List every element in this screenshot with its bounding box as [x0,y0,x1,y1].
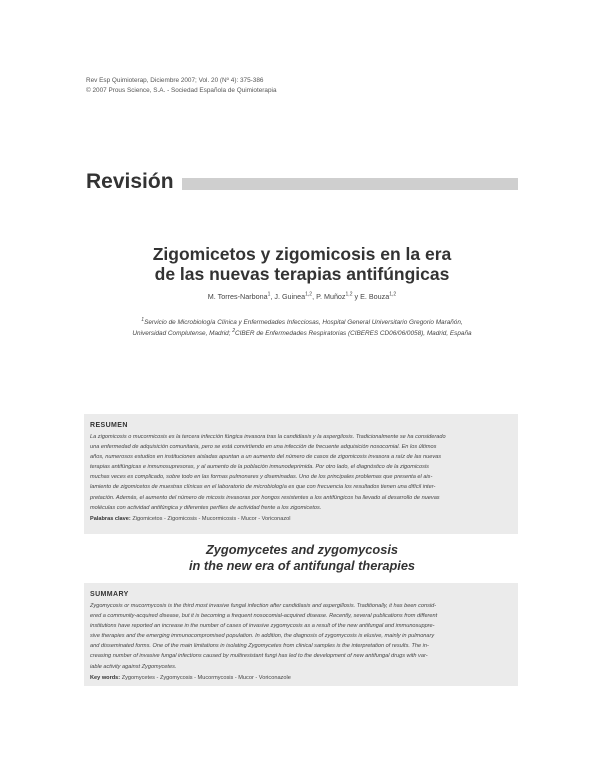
author-name: P. Muñoz [316,292,346,301]
summary-keywords [90,675,512,681]
affiliation-2: CIBER de Enfermedades Respiratorias (CIBERES CD06/06/0058), Madrid, España [235,330,472,337]
affiliations [86,317,518,339]
section-header [86,168,518,198]
author-affil-sup: 1 [267,291,271,298]
title-line-1: Zigomicetos y zigomicosis en la era [152,244,452,264]
journal-copyright: © 2007 Prous Science, S.A. - Sociedad Española de Quimioterapia [86,87,277,94]
resumen-heading: RESUMEN [90,422,128,429]
summary-line: institutions have reported an increase in the number of cases of invasive zygomycosis as a result of the new antifungal and immunosuppre- [90,623,435,630]
summary-body [90,601,512,672]
affil-sup: 2 [232,327,236,334]
resumen-line: una enfermedad de adquisición comunitaria, pero se está convirtiendo en una infección de frecuente adquisición nosocomial. En los últimos [90,444,437,451]
author-list: M. Torres-Narbona$^1$, J. Guinea$^{1,2}$, P. Muñoz$^{1,2}$ y E. Bouza$^{1,2}$ [207,291,397,301]
affil-sup: 1 [141,316,145,323]
resumen-line: terapias antifúngicas e inmunosupresoras, y al aumento de la población inmunodeprimida. Por otro lado, el diagnóstico de la zigomicosis [90,464,429,471]
resumen-line: lamiento de zigomicetos de muestras clínicas en el laboratorio de microbiología es que con frecuencia los resultados tienen una difícil inter- [90,484,436,491]
summary-line: creasing number of invasive fungal infections caused by multiresistant fungi has led to the development of new antifungal drugs with var- [90,653,428,660]
title-line-2: de las nuevas terapias antifúngicas [154,264,450,284]
summary-line: Zygomycosis or mucormycosis is the third most invasive fungal infection after candidiasis and aspergillosis. Traditionally, it has been consid- [90,603,437,609]
summary-line: ered a community-acquired disease, but it is becoming a frequent nosocomial-acquired disease. Recently, several publications from different [90,613,438,620]
keywords-value: Zigomicetos - Zigomicosis - Mucormicosis - Mucor - Voriconazol [132,515,291,522]
resumen-line: pretación. Además, el aumento del número de micosis invasoras por hongos resistentes a los antifúngicos ha llevado al desarrollo de nuevas [90,494,440,501]
affiliation-1-cont: Universidad Complutense, Madrid; [132,330,231,337]
author-affil-sup: 1,2 [345,291,353,298]
resumen-line: muchas veces es complicado, sobre todo en las formas pulmonares y diseminadas. Uno de los principales problemas que presenta el ais- [90,474,433,481]
summary-line: sive therapies and the emerging immunocompromised population. In addition, the diagnosis of zygomycosis is elusive, mainly in pulmonary [90,633,435,640]
resumen-line: moléculas con actividad antifúngica y diferentes perfiles de actividad frente a los zigomicetos. [90,504,322,511]
resumen-keywords [90,516,512,522]
keywords-label: Palabras clave: [90,515,131,522]
author-name: E. Bouza [360,292,390,301]
english-title [86,542,518,574]
journal-citation: Rev Esp Quimioterap, Diciembre 2007; Vol. 20 (Nº 4): 375-386 [86,77,264,84]
section-label: Revisión [86,168,182,196]
author-affil-sup: 1,2 [305,291,313,298]
resumen-line: La zigomicosis o mucormicosis es la tercera infección fúngica invasora tras la candidiasis y la aspergilosis. Tradicionalmente se ha considerado [90,434,446,440]
english-title-line-2: in the new era of antifungal therapies [188,558,416,573]
summary-line: iable activity against Zygomycetes. [90,663,177,670]
resumen-line: años, numerosos estudios en instituciones aisladas apuntan a un aumento del número de casos de zigomicosis invasora a raíz de las nuevas [90,454,442,461]
article-title [86,244,518,284]
resumen-body [90,432,512,513]
english-title-line-1: Zygomycetes and zygomycosis [205,542,399,557]
affiliation-1: Servicio de Microbiología Clínica y Enfermedades Infecciosas, Hospital General Universitario Gregorio Marañón, [144,319,463,326]
keywords-value: Zygomycetes - Zygomycosis - Mucormycosis - Mucor - Voriconazole [121,674,291,681]
author-name: M. Torres-Narbona [207,292,268,301]
resumen-box [84,414,518,534]
summary-box [84,583,518,686]
journal-header [86,76,277,96]
author-name: J. Guinea [274,292,306,301]
keywords-label: Key words: [90,674,121,681]
summary-line: and disseminated forms. One of the main limitations in isolating Zygomycetes from clinical samples is the interpretation of results. The in- [90,643,429,650]
summary-heading: SUMMARY [90,591,129,598]
author-affil-sup: 1,2 [389,291,397,298]
